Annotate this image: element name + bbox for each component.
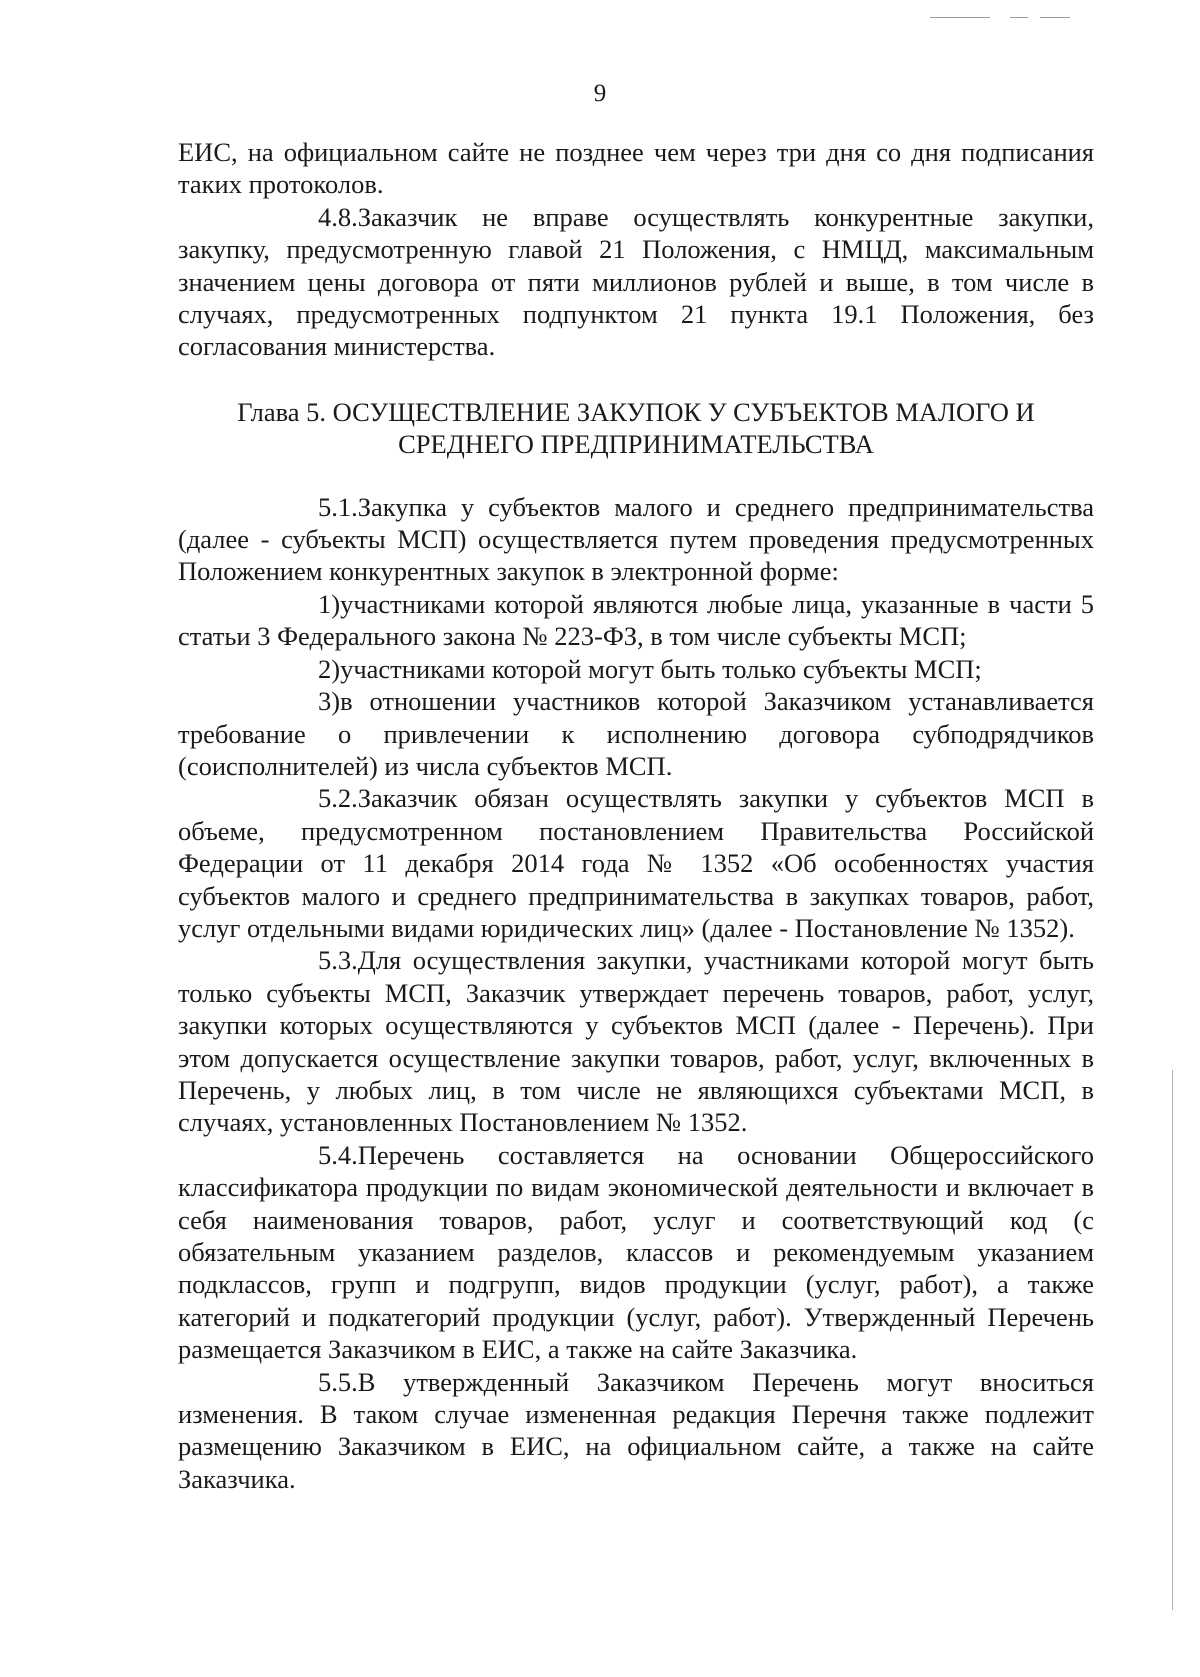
list-item-text: участниками которой могут быть только субъекты МСП; — [340, 653, 982, 684]
paragraph-text: В утвержденный Заказчиком Перечень могут вноситься изменения. В таком случае измененная редакция Перечня также подлежит размещению Заказчиком в ЕИС, на официальном сайте, а также на сайте Заказчика. — [178, 1366, 1094, 1494]
paragraph-text: Закупка у субъектов малого и среднего предпринимательства (далее - субъекты МСП) осуществляется путем проведения предусмотренных Положением конкурентных закупок в электронной форме: — [178, 491, 1094, 587]
paragraph-text: ЕИС, на официальном сайте не позднее чем через три дня со дня подписания таких протоколов. — [178, 137, 1094, 200]
paragraph-4-8 — [178, 201, 1094, 363]
scan-artifact — [1040, 17, 1070, 18]
paragraph-number: 5.5. — [318, 1366, 358, 1397]
paragraph-text: Для осуществления закупки, участниками которой могут быть только субъекты МСП, Заказчик утверждает перечень товаров, работ, услуг, закупки которых осуществляются у субъектов МСП (далее - Перечень). При этом допускается осуществление закупки товаров, работ, услуг, включенных в Перечень, у любых лиц, в том числе не являющихся субъектами МСП, в случаях, установленных Постановлением № 1352. — [178, 945, 1094, 1138]
paragraph-5-3 — [178, 944, 1094, 1138]
list-item-1 — [178, 588, 1094, 653]
list-item-number: 1) — [318, 588, 341, 619]
list-item-2 — [178, 653, 1094, 685]
chapter-heading — [178, 396, 1094, 461]
list-item-text: в отношении участников которой Заказчиком устанавливается требование о привлечении к исполнению договора субподрядчиков (соисполнителей) из числа субъектов МСП. — [178, 686, 1094, 781]
list-item-3 — [178, 685, 1094, 782]
scan-artifact — [1010, 17, 1028, 18]
list-item-number: 2) — [318, 653, 341, 684]
scan-artifact — [930, 17, 990, 18]
chapter-heading-line-1: Глава 5. ОСУЩЕСТВЛЕНИЕ ЗАКУПОК У СУБЪЕКТОВ МАЛОГО И — [237, 396, 1035, 427]
paragraph-number: 5.2. — [318, 783, 358, 814]
paragraph-text: Перечень составляется на основании Общероссийского классификатора продукции по видам экономической деятельности и включает в себя наименования товаров, работ, услуг и соответствующий код (с обязательным указанием разделов, классов и рекомендуемым указанием подклассов, групп и подгрупп, видов продукции (услуг, работ), а также категорий и подкатегорий продукции (услуг, работ). Утвержденный Перечень размещается Заказчиком в ЕИС, а также на сайте Заказчика. — [178, 1139, 1094, 1365]
chapter-heading-line-2: СРЕДНЕГО ПРЕДПРИНИМАТЕЛЬСТВА — [398, 429, 874, 460]
list-item-number: 3) — [318, 686, 341, 717]
paragraph-number: 4.8. — [318, 201, 358, 232]
list-item-text: участниками которой являются любые лица, указанные в части 5 статьи 3 Федерального закона № 223-ФЗ, в том числе субъекты МСП; — [178, 588, 1094, 652]
document-body — [178, 136, 1094, 1495]
paragraph-text: Заказчик не вправе осуществлять конкурентные закупки, закупку, предусмотренную главой 21 Положения, с НМЦД, максимальным значением цены договора от пяти миллионов рублей и выше, в том числе в случаях, предусмотренных подпунктом 21 пункта 19.1 Положения, без согласования министерства. — [178, 201, 1094, 362]
paragraph-continuation — [178, 136, 1094, 201]
paragraph-number: 5.3. — [318, 945, 358, 976]
paragraph-number: 5.1. — [318, 491, 358, 522]
paragraph-number: 5.4. — [318, 1139, 358, 1170]
scan-edge-line — [1172, 1070, 1173, 1610]
page-number: 9 — [593, 80, 607, 107]
paragraph-5-1 — [178, 491, 1094, 588]
paragraph-5-5 — [178, 1366, 1094, 1496]
paragraph-5-4 — [178, 1139, 1094, 1366]
paragraph-text: Заказчик обязан осуществлять закупки у субъектов МСП в объеме, предусмотренном постановлением Правительства Российской Федерации от 11 декабря 2014 года № 1352 «Об особенностях участия субъектов малого и среднего предпринимательства в закупках товаров, работ, услуг отдельными видами юридических лиц» (далее - Постановление № 1352). — [178, 783, 1094, 943]
paragraph-5-2 — [178, 782, 1094, 944]
